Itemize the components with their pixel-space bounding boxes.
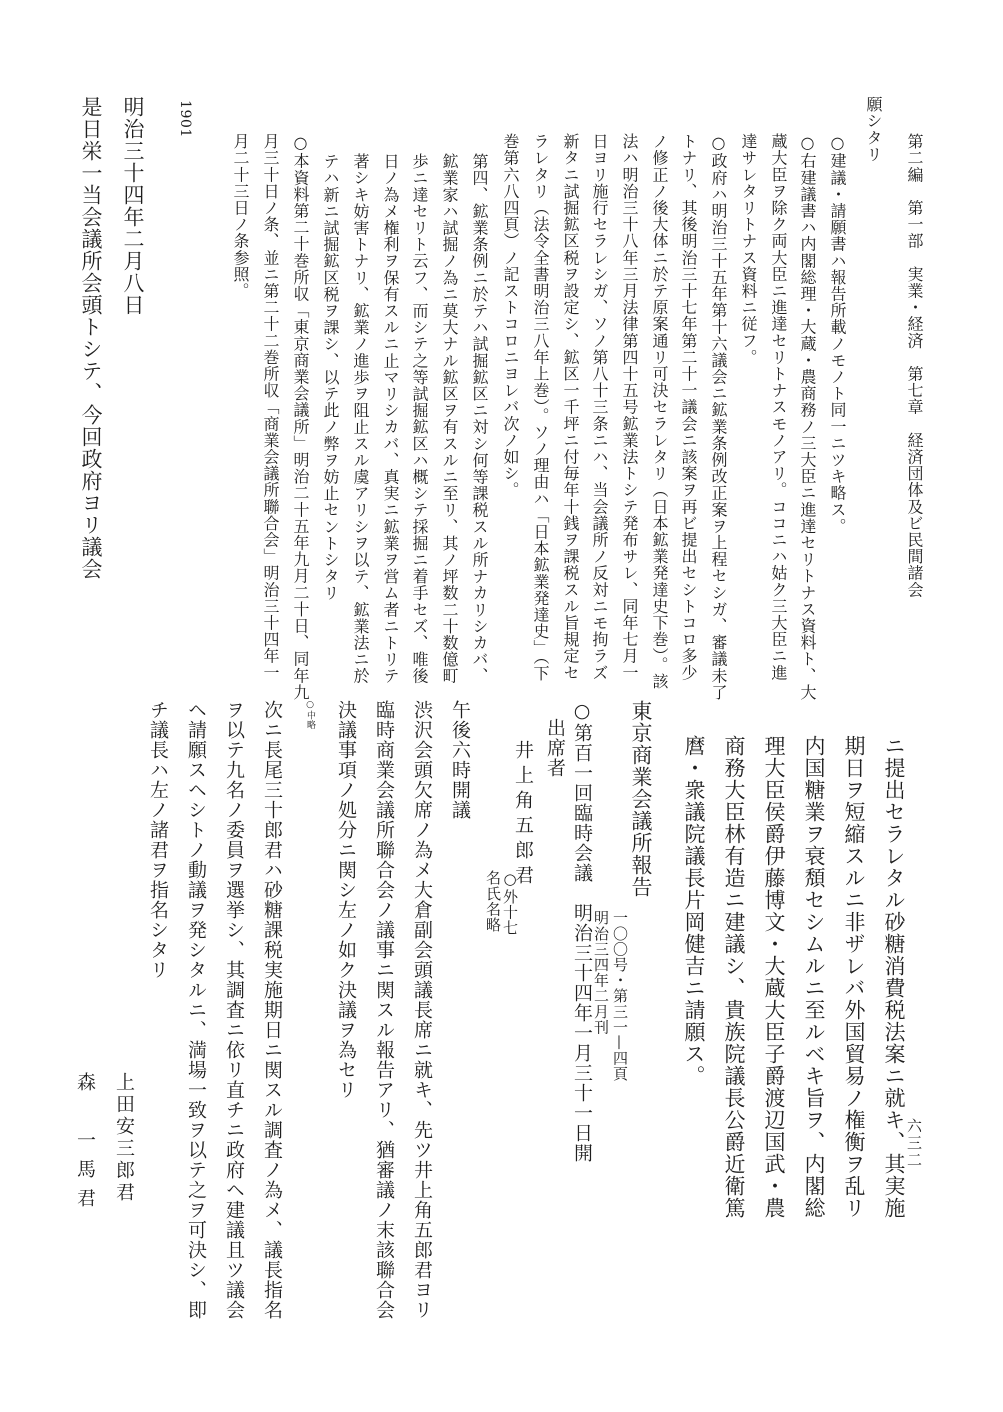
lower-col-4: 理大臣侯爵伊藤博文・大蔵大臣子爵渡辺国武・農 bbox=[762, 735, 786, 1219]
upper-col-15: 鉱業家ハ試掘ノ為ニ莫大ナル鉱区ヲ有スルニ至リ、其ノ坪数二十数億町 bbox=[440, 153, 459, 685]
upper-col-16: 歩ニ達セリト云フ、而シテ之等試掘鉱区ハ概シテ採掘ニ着手セズ、唯後 bbox=[410, 153, 429, 685]
omitted-mark: ○中略 bbox=[305, 700, 315, 730]
lower-col-14: チ議長ハ左ノ諸君ヲ指名シタリ bbox=[147, 700, 169, 980]
upper-col-5: 達サレタリトナス資料ニ従フ。 bbox=[739, 133, 758, 366]
lower-col-10: 決議事項ノ処分ニ関シ左ノ如ク決議ヲ為セリ bbox=[335, 700, 357, 1100]
source-note-1: 一〇〇号・第三一—四頁 bbox=[611, 910, 629, 1082]
upper-col-3: ○右建議書ハ内閣総理・大蔵・農商務ノ三大臣ニ進達セリトナス資料ト、大 bbox=[798, 133, 817, 701]
upper-col-7: トナリ、其後明治三十七年第二十一議会ニ該案ヲ再ビ提出セシトコロ多少 bbox=[679, 133, 698, 681]
upper-col-1: 願シタリ bbox=[864, 96, 883, 163]
upper-col-8: ノ修正ノ後大体ニ於テ原案通リ可決セラレタリ（日本鉱業発達史下巻）。該 bbox=[650, 133, 669, 690]
lower-col-1: ニ提出セラレタル砂糖消費税法案ニ就キ、其実施 bbox=[882, 735, 906, 1219]
upper-col-11: 新タニ試掘鉱区税ヲ設定シ、鉱区一千坪ニ付毎年十銭ヲ課税スル旨規定セ bbox=[561, 133, 580, 681]
upper-col-13: 巻第六八四頁）ノ記ストコロニヨレバ次ノ如シ。 bbox=[501, 133, 520, 499]
lower-col-6: 麿・衆議院議長片岡健吉ニ請願ス。 bbox=[682, 735, 706, 1087]
entry-date: 明治三十四年二月八日 bbox=[121, 96, 145, 316]
meeting-title: ○第百一回臨時会議 明治三十四年一月三十一日開 bbox=[571, 700, 593, 1163]
page-number: 六三二 bbox=[905, 1118, 923, 1169]
entry-lead: 是日栄一当会議所会頭トシテ、今回政府ヨリ議会 bbox=[79, 96, 103, 580]
upper-col-19: テハ新ニ試掘鉱区税ヲ課シ、以テ此ノ弊ヲ妨止セントシタリ bbox=[321, 153, 340, 602]
lower-col-3: 内国糖業ヲ衰頽セシムルニ至ルベキ旨ヲ、内閣総 bbox=[802, 735, 826, 1219]
upper-col-21: 月三十日ノ条、並ニ第二十二巻所収「商業会議所聯合会」明治三十四年一 bbox=[261, 133, 280, 681]
upper-col-2: ○建議・請願書ハ報告所載ノモノト同一ニツキ略ス。 bbox=[828, 133, 847, 535]
upper-col-4: 蔵大臣ヲ除ク両大臣ニ進達セリトナスモノアリ。ココニハ姑ク三大臣ニ進 bbox=[769, 133, 788, 681]
lower-col-12: ヲ以テ九名ノ委員ヲ選挙シ、其調査ニ依リ直チニ政府ヘ建議且ツ議会 bbox=[223, 700, 245, 1320]
attendee-note-2: 名氏名略 bbox=[484, 870, 502, 933]
attendee-note-1: ○外十七 bbox=[501, 870, 519, 936]
member-1: 上田安三郎君 bbox=[113, 1072, 135, 1204]
upper-col-9: 法ハ明治三十八年三月法律第四十五号鉱業法トシテ発布サレ、同年七月一 bbox=[620, 133, 639, 681]
upper-col-20: ○本資料第二十巻所収「東京商業会議所」明治二十五年九月二十日、同年九 bbox=[291, 133, 310, 701]
upper-col-14: 第四、鉱業条例ニ於テハ試掘鉱区ニ対シ何等課税スル所ナカリシカバ、 bbox=[470, 153, 489, 685]
lower-col-13: ヘ請願スヘシトノ動議ヲ発シタルニ、満場一致ヲ以テ之ヲ可決シ、即 bbox=[185, 700, 207, 1320]
attendee-main: 井上角五郎君 bbox=[512, 740, 534, 890]
entry-year-western: 1901 bbox=[177, 100, 193, 139]
upper-col-18: 著シキ妨害トナリ、鉱業ノ進歩ヲ阻止スル虞アリシヲ以テ、鉱業法ニ於 bbox=[351, 153, 370, 685]
lower-col-2: 期日ヲ短縮スルニ非ザレバ外国貿易ノ権衡ヲ乱リ bbox=[842, 735, 866, 1219]
member-2: 森 一馬君 bbox=[74, 1072, 96, 1217]
attendees-label: 出席者 bbox=[544, 718, 566, 778]
running-header: 第二編 第一部 実業・経済 第七章 経済団体及ビ民間諸会 bbox=[905, 133, 924, 598]
source-note-2: 明治三四年二月刊 bbox=[592, 910, 610, 1035]
lower-col-5: 商務大臣林有造ニ建議シ、貴族院議長公爵近衛篤 bbox=[722, 735, 746, 1219]
upper-col-17: 日ノ為メ権利ヲ保有スルニ止マリシカバ、真実ニ鉱業ヲ営ム者ニトリテ bbox=[381, 153, 400, 685]
lower-col-9: 臨時商業会議所聯合会ノ議事ニ関スル報告アリ、猶審議ノ末該聯合会 bbox=[373, 700, 395, 1320]
upper-col-12: ラレタリ（法令全書明治三八年上巻）。ソノ理由ハ「日本鉱業発達史」（下 bbox=[531, 133, 550, 682]
lower-col-11: 次ニ長尾三十郎君ハ砂糖課税実施期日ニ関スル調査ノ為メ、議長指名 bbox=[261, 700, 283, 1320]
lower-col-7: 午後六時開議 bbox=[449, 700, 471, 820]
upper-col-10: 日ヨリ施行セラレシガ、ソノ第八十三条ニハ、当会議所ノ反対ニモ拘ラズ bbox=[590, 133, 609, 681]
lower-col-8: 渋沢会頭欠席ノ為メ大倉副会頭議長席ニ就キ、先ツ井上角五郎君ヨリ bbox=[411, 700, 433, 1320]
upper-col-22: 月二十三日ノ条参照。 bbox=[231, 133, 250, 299]
upper-col-6: ○政府ハ明治三十五年第十六議会ニ鉱業条例改正案ヲ上程セシガ、審議未了 bbox=[709, 133, 728, 701]
source-title: 東京商業会議所報告 bbox=[629, 700, 653, 898]
